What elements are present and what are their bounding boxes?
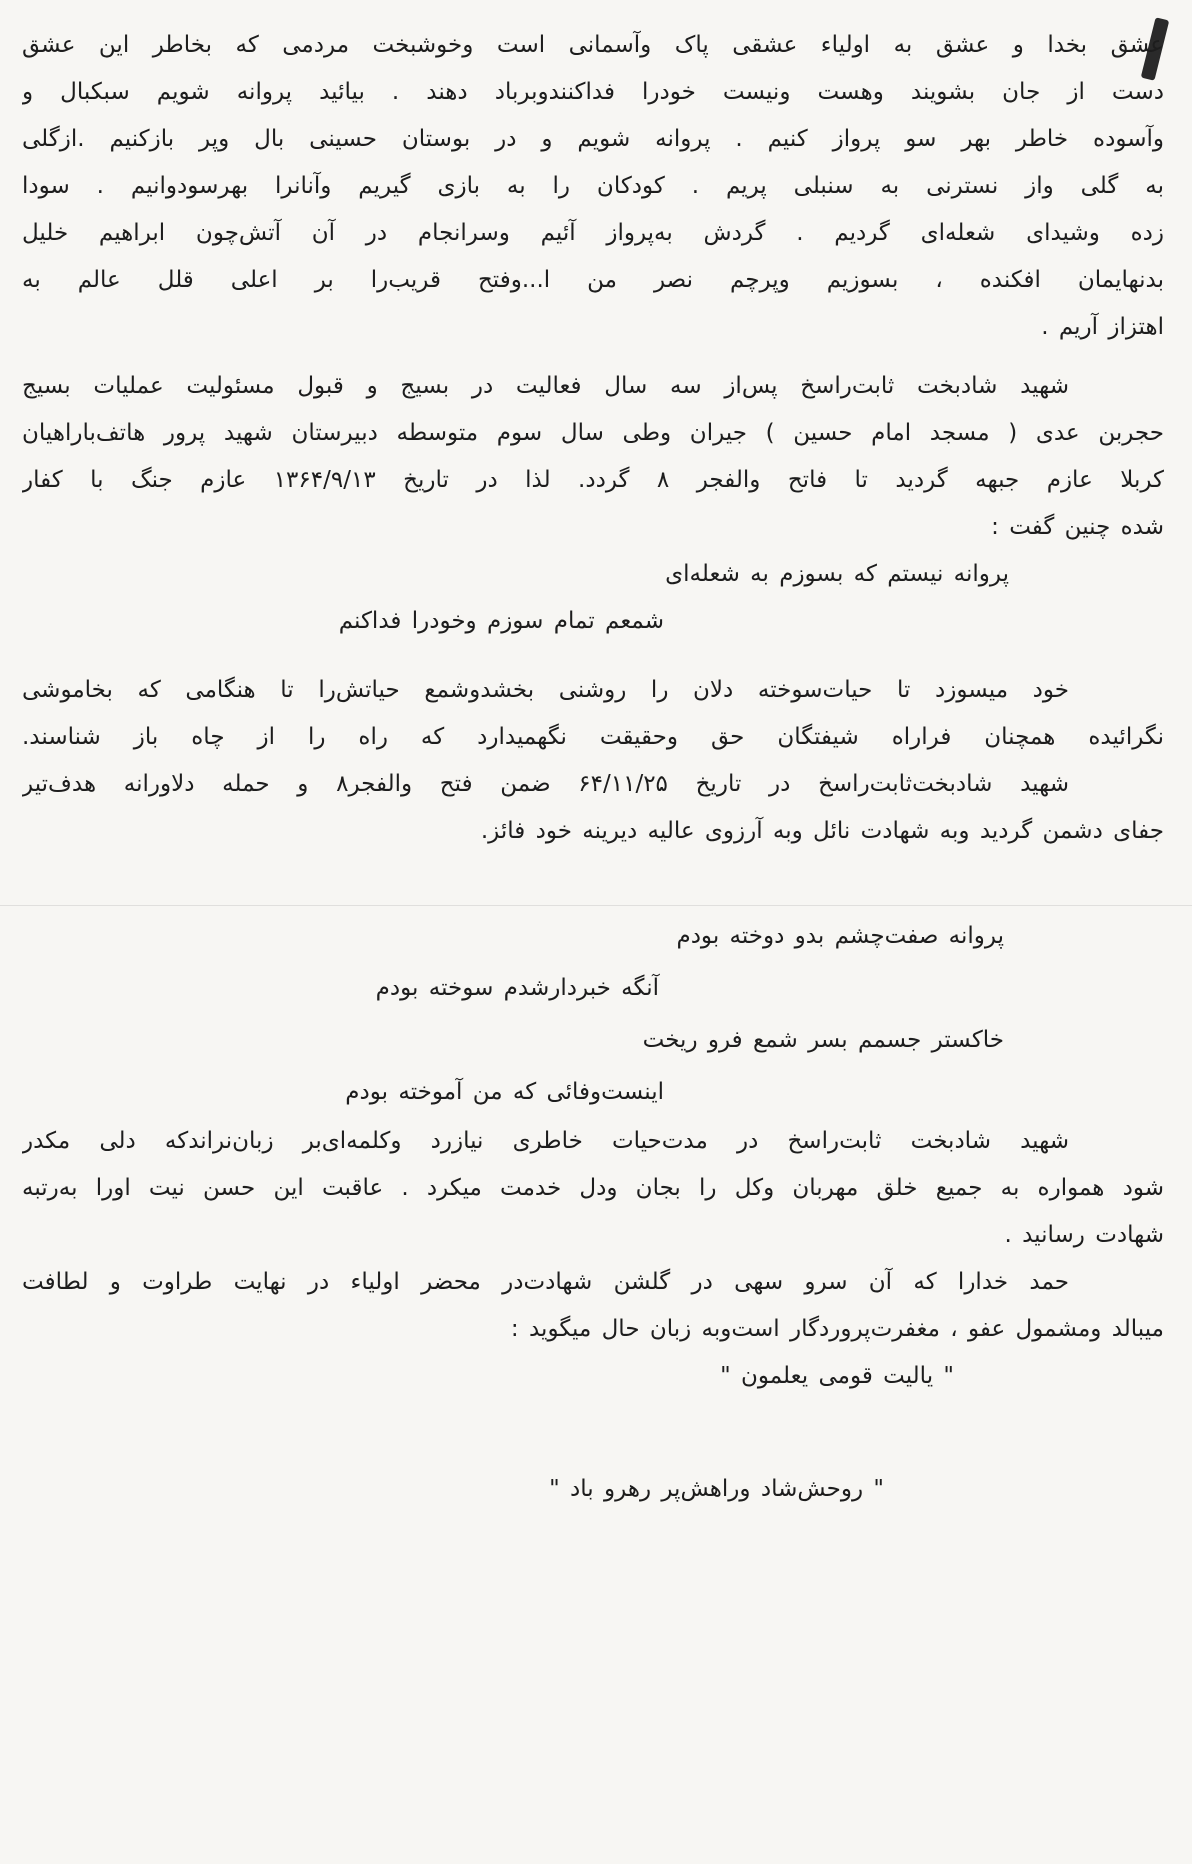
text-line: جفای دشمن گردید وبه شهادت نائل وبه آرزوی عالیه دیرینه خود فائز. (480, 818, 1164, 844)
paragraph-1 (22, 22, 1164, 351)
text-line: به گلی واز نسترنی به سنبلی پریم . کودکان را به بازی گیریم وآنانرا بهرسودوانیم . سودا (22, 173, 1164, 199)
text-line: عشق بخدا و عشق به اولیاء عشقی پاک وآسمانی است وخوشبخت مردمی که بخاطر این عشق (22, 32, 1164, 58)
text-line: شهید شادبخت ثابت‌راسخ در مدت‌حیات خاطری نیازرد وکلمه‌ای‌بر زبان‌نراندکه دلی مکدر (22, 1128, 1069, 1154)
text-line: بدنهایمان افکنده ، بسوزیم وپرچم نصر من ا...وفتح قریب‌را بر اعلی قلل عالم به (22, 267, 1164, 293)
text-line: کربلا عازم جبهه گردید تا فاتح والفجر ۸ گردد. لذا در تاریخ ۱۳۶۴/۹/۱۳ عازم جنگ با کفار (22, 467, 1164, 493)
text-line: شود همواره به جمیع خلق مهربان وکل را بجان ودل خدمت میکرد . عاقبت این حسن نیت اورا به‌رتبه (22, 1175, 1164, 1201)
text-line: میبالد ومشمول عفو ، مغفرت‌پروردگار است‌وبه زبان حال میگوید : (510, 1316, 1164, 1342)
verse-line: پروانه صفت‌چشم بدو دوخته بودم (676, 923, 1004, 949)
verse-1 (22, 551, 1164, 645)
paragraph-2 (22, 363, 1164, 551)
text-line: شهید شادبخت‌ثابت‌راسخ در تاریخ ۶۴/۱۱/۲۵ ضمن فتح والفجر۸ و حمله دلاورانه هدف‌تیر (22, 771, 1069, 797)
text-line: دست از جان بشویند وهست ونیست خودرا فداکنندوبرباد دهند . بیائید پروانه شویم سبکبال و (22, 79, 1164, 105)
text-line: وآسوده خاطر بهر سو پرواز کنیم . پروانه شویم و در بوستان حسینی بال وپر بازکنیم .ازگلی (22, 126, 1164, 152)
text-line: شهید شادبخت ثابت‌راسخ پس‌از سه سال فعالیت در بسیج و قبول مسئولیت عملیات بسیج (22, 373, 1069, 399)
verse-line: خاکستر جسمم بسر شمع فرو ریخت (642, 1027, 1004, 1053)
verse-line: شمعم تمام سوزم وخودرا فداکنم (338, 608, 664, 634)
text-line: اهتزاز آریم . (1041, 314, 1164, 340)
document-body (22, 22, 1164, 1513)
paragraph-3 (22, 667, 1164, 761)
verse-line: آنگه خبردارشدم سوخته بودم (375, 975, 659, 1001)
text-line: شهادت رسانید . (1004, 1222, 1164, 1248)
paragraph-5 (22, 1118, 1164, 1259)
text-line: خود میسوزد تا حیات‌سوخته دلان را روشنی بخشدوشمع حیاتش‌را تا هنگامی که بخاموشی (22, 677, 1069, 703)
text-line: نگرائیده همچنان فراراه شیفتگان حق وحقیقت نگهمیدارد که راه را از چاه باز شناسند. (22, 724, 1164, 750)
text-line: حجربن عدی ( مسجد امام حسین ) جیران وطی سال سوم متوسطه دبیرستان شهید پرور هاتف‌باراهیان (22, 420, 1164, 446)
text-line: زده وشیدای شعله‌ای گردیم . گردش به‌پرواز آئیم وسرانجام در آن آتش‌چون ابراهیم خلیل (22, 220, 1164, 246)
paragraph-4 (22, 761, 1164, 855)
text-line: حمد خدارا که آن سرو سهی در گلشن شهادت‌در محضر اولیاء در نهایت طراوت و لطافت (22, 1269, 1069, 1295)
quote-line: " یالیت قومی یعلمون " (720, 1363, 954, 1389)
text-line: شده چنین گفت : (991, 514, 1164, 540)
verse-2 (22, 910, 1164, 1118)
verse-line: اینست‌وفائی که من آموخته بودم (345, 1079, 664, 1105)
closing-line: " روحش‌شاد وراهش‌پر رهرو باد " (549, 1476, 884, 1502)
paragraph-6 (22, 1259, 1164, 1353)
verse-line: پروانه نیستم که بسوزم به شعله‌ای (665, 561, 1009, 587)
